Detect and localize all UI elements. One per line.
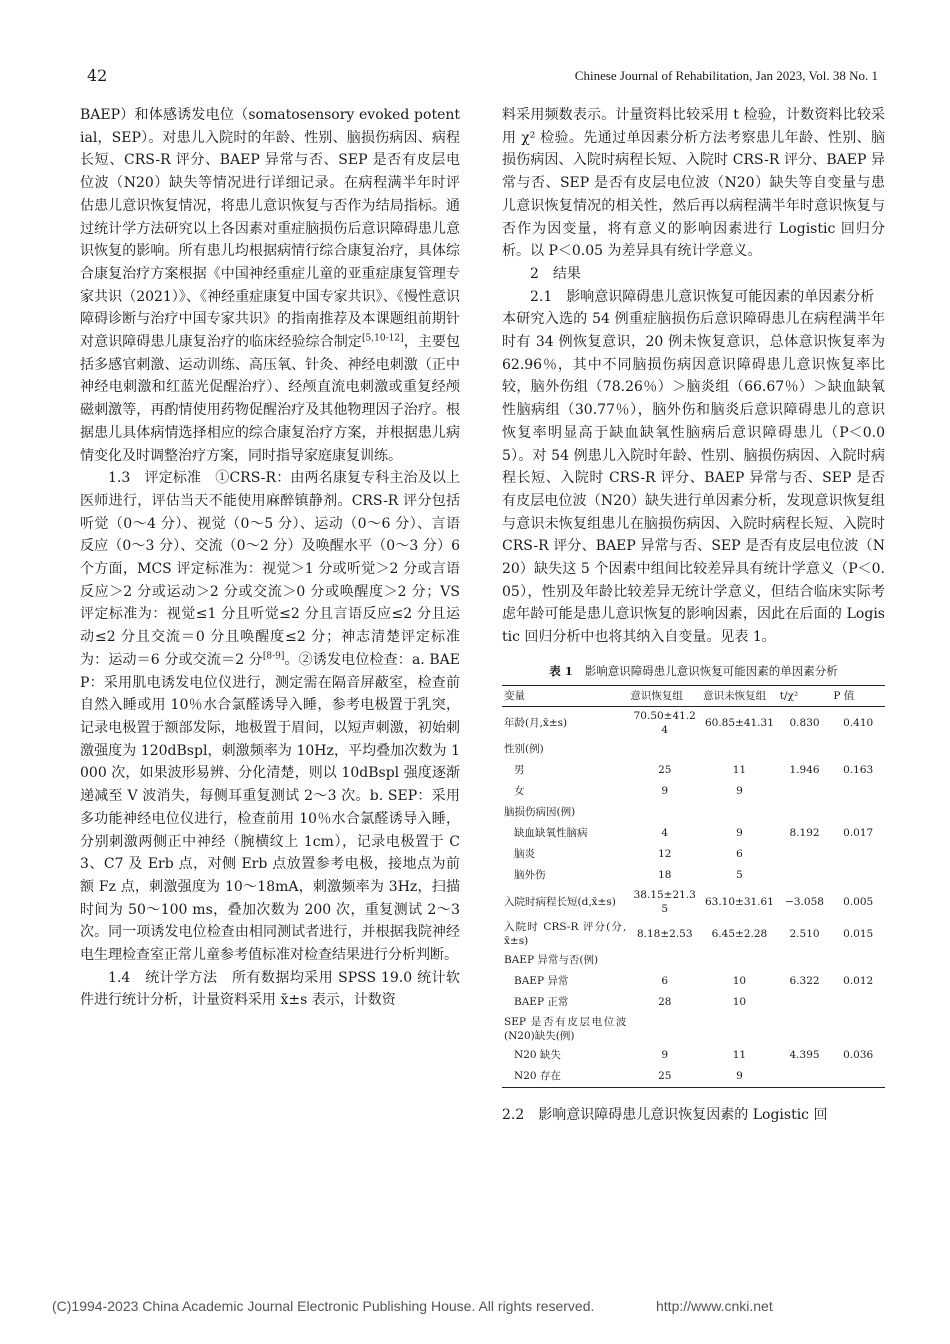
table-row	[502, 1013, 885, 1045]
table-cell	[778, 802, 832, 823]
table-row	[502, 844, 885, 865]
section-2-1: 2.1 影响意识障碍患儿意识恢复可能因素的单因素分析 本研究入选的 54 例重症脑损伤后意识障碍患儿在病程满半年时有 34 例恢复意识，20 例未恢复意识，总体意识恢复率为 62.96％，其中不同脑损伤病因意识障碍患儿意识恢复率比较，脑外伤组（78.26％）＞脑炎组（66.67％）＞缺血缺氧性脑病组（30.77％），脑外伤和脑炎后意识障碍患儿的意识恢复率明显高于缺血缺氧性脑病后意识障碍患儿（P＜0.05）。对 54 例患儿入院时年龄、性别、脑损伤病因、入院时病程长短、入院时 CRS-R 评分、BAEP 异常与否、SEP 是否有皮层电位波（N20）缺失进行单因素分析，发现意识恢复组与意识未恢复组患儿在脑损伤病因、入院时病程长短、入院时 CRS-R 评分、BAEP 异常与否、SEP 是否有皮层电位波（N20）缺失这 5 个因素中组间比较差异具有统计学意义（P＜0.05），性别及年龄比较差异无统计学意义，但结合临床实际考虑年龄可能是患儿意识恢复的影响因素，因此在后面的 Logistic 回归分析中也将其纳入自变量。见表 1。	[502, 288, 889, 646]
table-1	[502, 685, 885, 1088]
table-cell	[701, 739, 778, 760]
table-header-cell: 变量	[502, 685, 628, 706]
table-row-label: 脑炎	[514, 848, 535, 861]
table-cell: 8.192	[789, 827, 820, 840]
table-row-label: BAEP 异常与否(例)	[504, 954, 599, 967]
left-column	[80, 104, 460, 1012]
table-cell: 8.18±2.53	[636, 927, 693, 940]
table-row-label: BAEP 正常	[514, 996, 569, 1009]
section-2-heading: 2 结果	[530, 265, 581, 282]
table-row	[502, 950, 885, 971]
table-cell: 1.946	[789, 764, 820, 777]
table-cell: 0.012	[843, 975, 874, 988]
table-header-cell: 意识恢复组	[628, 685, 701, 706]
table-cell: 0.005	[843, 895, 874, 908]
table-cell: 25	[658, 764, 672, 777]
table-cell: 2.510	[789, 927, 820, 940]
table-cell	[701, 1013, 778, 1045]
table-row	[502, 886, 885, 918]
table-header-cell: 意识未恢复组	[701, 685, 778, 706]
table-row	[502, 1045, 885, 1066]
table-row-label: BAEP 异常	[514, 975, 569, 988]
table-cell: 38.15±21.35	[633, 888, 696, 915]
table-row-label: N20 缺失	[514, 1049, 561, 1062]
table-row-label: 缺血缺氧性脑病	[514, 827, 588, 840]
table-cell: 0.036	[843, 1049, 874, 1062]
table-row-label: 入院时 CRS-R 评分(分,x̄±s)	[504, 920, 627, 947]
table-cell: 0.015	[843, 927, 874, 940]
journal-running-header: Chinese Journal of Rehabilitation, Jan 2023, Vol. 38 No. 1	[574, 68, 878, 83]
table-row	[502, 706, 885, 739]
table-row	[502, 781, 885, 802]
table-cell	[831, 865, 885, 886]
right-column	[502, 104, 889, 1127]
table-row	[502, 992, 885, 1013]
table-cell	[778, 739, 832, 760]
table-cell	[778, 992, 832, 1013]
table-cell	[628, 802, 701, 823]
table-row	[502, 823, 885, 844]
table-cell	[778, 950, 832, 971]
table-cell: 4.395	[789, 1049, 820, 1062]
table-row	[502, 1066, 885, 1088]
paragraph-stats-cont: 料采用频数表示。计量资料比较采用 t 检验，计数资料比较采用 χ² 检验。先通过单因素分析方法考察患儿年龄、性别、脑损伤病因、入院时病程长短、入院时 CRS-R 评分、BAEP 异常与否、SEP 是否有皮层电位波（N20）缺失等自变量与患儿意识恢复情况的相关性，然后再以病程满半年时意识恢复与否作为因变量，将有意义的影响因素进行 Logistic 回归分析。以 P＜0.05 为差异具有统计学意义。	[502, 107, 885, 260]
table-cell: 9	[736, 785, 743, 798]
section-1-4-heading: 1.4 统计学方法	[108, 969, 218, 986]
table-caption: 表 1 影响意识障碍患儿意识恢复可能因素的单因素分析	[549, 663, 838, 678]
table-cell: −3.058	[785, 895, 824, 908]
table-cell	[778, 865, 832, 886]
table-cell: 12	[658, 848, 672, 861]
table-row	[502, 865, 885, 886]
table-row	[502, 739, 885, 760]
table-cell	[778, 1066, 832, 1088]
table-cell	[778, 844, 832, 865]
paragraph-methods: BAEP）和体感诱发电位（somatosensory evoked potential，SEP）。对患儿入院时的年龄、性别、脑损伤病因、病程长短、CRS-R 评分、BAEP 异常与否、SEP 是否有皮层电位波（N20）缺失等情况进行详细记录。在病程满半年时评估患儿意识恢复情况，将患儿意识恢复与否作为结局指标。通过统计学方法研究以上各因素对重症脑损伤后意识障碍患儿意识恢复的影响。所有患儿均根据病情行综合康复治疗，具体综合康复治疗方案根据《中国神经重症儿童的亚重症康复管理专家共识（2021）》、《神经重症康复中国专家共识》、《慢性意识障碍诊断与治疗中国专家共识》的指南推荐及本课题组前期针对意识障碍患儿康复治疗的临床经验综合制定[5,10-12]，主要包括多感官刺激、运动训练、高压氧、针灸、神经电刺激（正中神经电刺激和红蓝光促醒治疗）、经颅直流电刺激或重复经颅磁刺激等，再酌情使用药物促醒治疗及其他物理因子治疗。根据患儿具体病情选择相应的综合康复治疗方案，并根据患儿病情变化及时调整治疗方案，同时指导家庭康复训练。	[80, 107, 460, 464]
table-cell: 9	[661, 1049, 669, 1062]
table-row	[502, 918, 885, 950]
table-cell	[778, 781, 832, 802]
section-2-2-heading: 2.2 影响意识障碍患儿意识恢复因素的 Logistic 回	[502, 1106, 828, 1123]
table-cell: 0.830	[789, 716, 820, 729]
table-header-cell: P 值	[831, 685, 885, 706]
table-cell: 60.85±41.31	[704, 716, 774, 729]
table-row-label: SEP 是否有皮层电位波(N20)缺失(例)	[504, 1015, 627, 1042]
table-cell	[831, 802, 885, 823]
table-cell: 10	[732, 975, 747, 988]
table-cell: 11	[732, 1049, 747, 1062]
table-cell: 6.45±2.28	[711, 927, 768, 940]
table-cell: 5	[736, 869, 743, 882]
table-cell: 0.017	[843, 827, 874, 840]
table-cell	[831, 739, 885, 760]
table-row-label: 性别(例)	[504, 743, 544, 756]
table-cell	[831, 1013, 885, 1045]
table-cell: 0.410	[843, 716, 874, 729]
table-cell	[831, 992, 885, 1013]
table-row-label: 女	[514, 785, 525, 798]
cnki-link[interactable]: http://www.cnki.net	[656, 1298, 773, 1314]
table-cell	[831, 781, 885, 802]
table-header-cell: t/χ²	[778, 685, 832, 706]
table-cell	[628, 950, 701, 971]
table-row-label: N20 存在	[502, 1066, 628, 1088]
table-cell: 9	[701, 1066, 778, 1088]
table-cell: 6	[736, 848, 743, 861]
table-cell	[778, 1013, 832, 1045]
table-row-label: 脑损伤病因(例)	[504, 806, 576, 819]
table-cell	[831, 950, 885, 971]
table-cell: 4	[661, 827, 669, 840]
section-1-3-heading: 1.3 评定标准	[108, 470, 202, 487]
section-2-1-heading: 2.1 影响意识障碍患儿意识恢复可能因素的单因素分析	[530, 288, 875, 305]
table-row	[502, 971, 885, 992]
table-cell	[701, 950, 778, 971]
table-cell	[831, 844, 885, 865]
table-cell: 63.10±31.61	[704, 895, 774, 908]
table-row	[502, 760, 885, 781]
table-row-label: 入院时病程长短(d,x̄±s)	[504, 895, 616, 908]
table-row	[502, 802, 885, 823]
table-cell: 70.50±41.24	[633, 709, 696, 736]
table-row-label: 脑外伤	[514, 869, 546, 882]
table-cell: 6	[661, 975, 669, 988]
section-1-3: 1.3 评定标准 ①CRS-R：由两名康复专科主治及以上医师进行，评估当天不能使用麻醉镇静剂。CRS-R 评分包括听觉（0～4 分）、视觉（0～5 分）、运动（0～6 分）、言语反应（0～3 分）、交流（0～2 分）及唤醒水平（0～3 分）6 个方面，MCS 评定标准为：视觉＞1 分或听觉＞2 分或言语反应＞2 分或运动＞2 分或交流＞0 分或唤醒度＞2 分；VS 评定标准为：视觉≤1 分且听觉≤2 分且言语反应≤2 分且运动≤2 分且交流＝0 分且唤醒度≤2 分；神志清楚评定标准为：运动＝6 分或交流＝2 分[8-9]。②诱发电位检查：a. BAEP：采用肌电诱发电位仪进行，测定需在隔音屏蔽室，检查前自然入睡或用 10％水合氯醛诱导入睡，参考电极置于乳突，记录电极置于额部发际，地极置于眉间，以短声刺激，初始刺激强度为 120dBspl，刺激频率为 10Hz，平均叠加次数为 1000 次，如果波形易辨、分化清楚，则以 10dBspl 强度逐渐递减至 V 波消失，每侧耳重复测试 2～3 次。b. SEP：采用多功能神经电位仪进行，检查前用 10％水合氯醛诱导入睡，分别刺激两侧正中神经（腕横纹上 1cm），记录电极置于 C3、C7 及 Erb 点，对侧 Erb 点放置参考电极，接地点为前额 Fz 点，刺激强度为 10～18mA，刺激频率为 3Hz，扫描时间为 50～100 ms，叠加次数为 200 次，重复测试 2～3 次。同一项诱发电位检查由相同测试者进行，并根据我院神经电生理检查室正常儿童参考值标准对检查结果进行分析判断。	[80, 470, 460, 964]
table-cell: 6.322	[789, 975, 820, 988]
table-row-label: 年龄(月,x̄±s)	[504, 716, 568, 729]
table-cell: 10	[732, 996, 747, 1009]
table-cell: 28	[658, 996, 672, 1009]
copyright-footer: (C)1994-2023 China Academic Journal Electronic Publishing House. All rights reserved.	[52, 1298, 595, 1314]
section-1-4: 1.4 统计学方法 所有数据均采用 SPSS 19.0 统计软件进行统计分析，计量资料采用 x̄±s 表示，计数资	[80, 969, 461, 1009]
table-cell: 25	[628, 1066, 701, 1088]
table-cell: 0.163	[843, 764, 874, 777]
table-row-label: 男	[514, 764, 525, 777]
table-cell	[628, 1013, 701, 1045]
page-number: 42	[87, 66, 108, 85]
table-cell	[701, 802, 778, 823]
table-cell	[831, 1066, 885, 1088]
table-cell: 9	[661, 785, 669, 798]
table-cell: 18	[658, 869, 672, 882]
table-cell	[628, 739, 701, 760]
table-cell: 9	[736, 827, 743, 840]
table-cell: 11	[732, 764, 747, 777]
